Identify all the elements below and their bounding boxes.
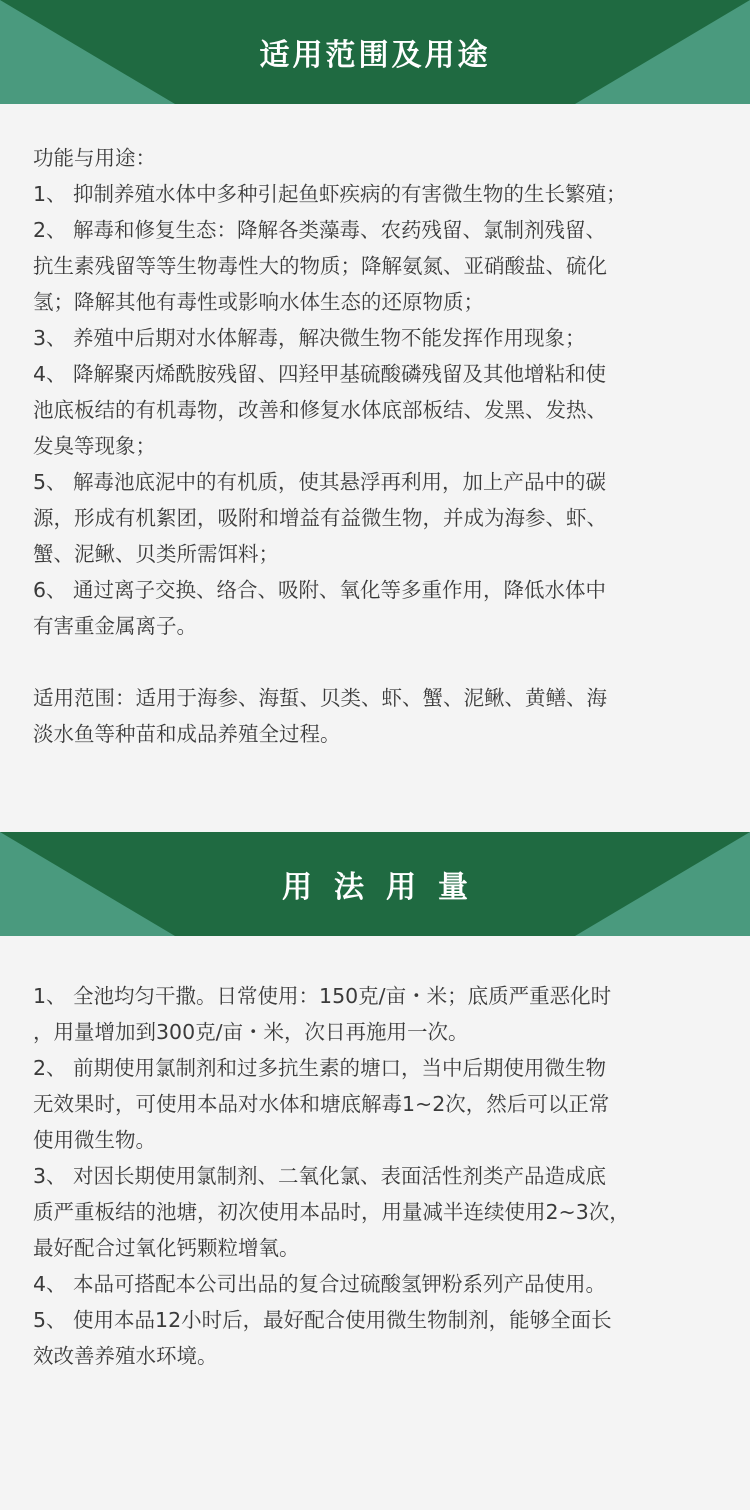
usage-line: 3、 养殖中后期对水体解毒，解决微生物不能发挥作用现象；: [33, 326, 586, 350]
usage-line: 4、 降解聚丙烯酰胺残留、四羟甲基硫酸磷残留及其他增粘和使: [33, 362, 607, 386]
usage-line: 6、 通过离子交换、络合、吸附、氧化等多重作用，降低水体中: [33, 578, 607, 602]
scope-line: 适用范围：适用于海参、海蜇、贝类、虾、蟹、泥鳅、黄鳝、海: [33, 686, 607, 710]
scope-line: 淡水鱼等种苗和成品养殖全过程。: [33, 722, 341, 746]
dosage-line: 4、 本品可搭配本公司出品的复合过硫酸氢钾粉系列产品使用。: [33, 1272, 607, 1296]
dosage-line: 1、 全池均匀干撒。日常使用：150克/亩・米；底质严重恶化时: [33, 984, 612, 1008]
section-banner-dosage: [0, 832, 750, 936]
usage-line: 发臭等现象；: [33, 434, 156, 458]
usage-line: 抗生素残留等等生物毒性大的物质；降解氨氮、亚硝酸盐、硫化: [33, 254, 607, 278]
dosage-line: ，用量增加到300克/亩・米，次日再施用一次。: [33, 1020, 469, 1044]
usage-line: 有害重金属离子。: [33, 614, 197, 638]
dosage-section: [0, 936, 750, 1374]
dosage-line: 效改善养殖水环境。: [33, 1344, 218, 1368]
banner-title: 用法用量: [282, 870, 490, 905]
usage-section: [0, 104, 750, 832]
usage-line: 池底板结的有机毒物，改善和修复水体底部板结、发黑、发热、: [33, 398, 607, 422]
usage-line: 源，形成有机絮团，吸附和增益有益微生物，并成为海参、虾、: [33, 506, 607, 530]
dosage-line: 无效果时，可使用本品对水体和塘底解毒1~2次，然后可以正常: [33, 1092, 610, 1116]
dosage-line: 质严重板结的池塘，初次使用本品时，用量减半连续使用2~3次，: [33, 1200, 630, 1224]
banner-title: 适用范围及用途: [259, 38, 491, 73]
usage-line: 2、 解毒和修复生态：降解各类藻毒、农药残留、氯制剂残留、: [33, 218, 607, 242]
usage-line: 氢；降解其他有毒性或影响水体生态的还原物质；: [33, 290, 484, 314]
dosage-line: 2、 前期使用氯制剂和过多抗生素的塘口，当中后期使用微生物: [33, 1056, 607, 1080]
usage-line: 5、 解毒池底泥中的有机质，使其悬浮再利用，加上产品中的碳: [33, 470, 607, 494]
dosage-line: 5、 使用本品12小时后，最好配合使用微生物制剂，能够全面长: [33, 1308, 612, 1332]
section-banner-scope: [0, 0, 750, 104]
dosage-line: 最好配合过氧化钙颗粒增氧。: [33, 1236, 300, 1260]
usage-line: 蟹、泥鳅、贝类所需饵料；: [33, 542, 279, 566]
dosage-line: 3、 对因长期使用氯制剂、二氧化氯、表面活性剂类产品造成底: [33, 1164, 607, 1188]
dosage-line: 使用微生物。: [33, 1128, 156, 1152]
usage-line: 1、 抑制养殖水体中多种引起鱼虾疾病的有害微生物的生长繁殖；: [33, 182, 627, 206]
paragraph-gap: [33, 644, 717, 680]
usage-heading: 功能与用途：: [33, 146, 156, 170]
